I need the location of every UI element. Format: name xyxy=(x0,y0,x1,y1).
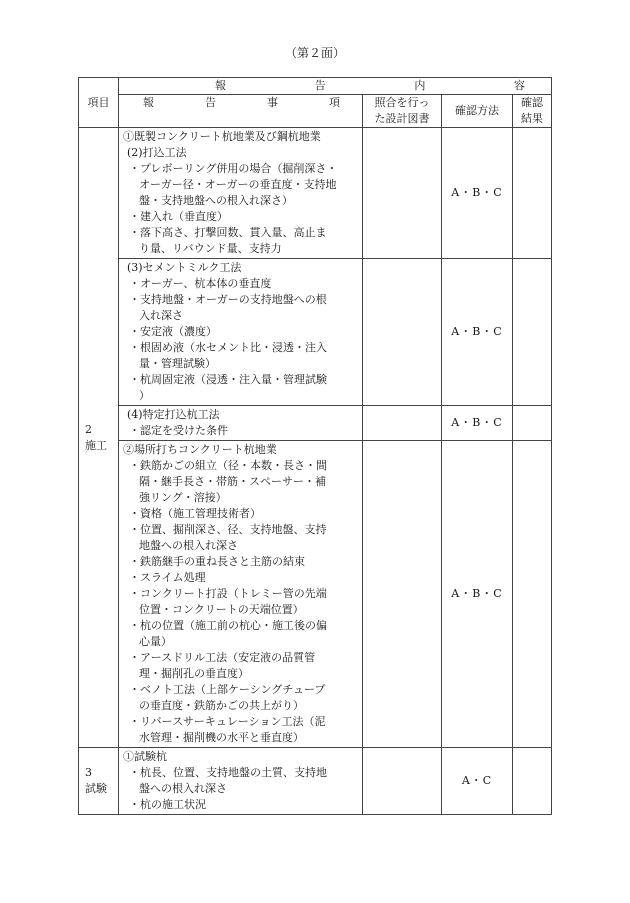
report-row xyxy=(79,748,552,815)
report-line: 地盤への根入れ深さ xyxy=(139,539,238,552)
report-line: ・スライム処理 xyxy=(129,571,206,584)
report-line: 量・管理試験） xyxy=(139,357,216,370)
category-construction xyxy=(79,128,119,748)
report-line: ・根固め液（水セメント比・浸透・注入 xyxy=(129,341,327,354)
report-line: ・鉄筋継手の重ね長さと主筋の結束 xyxy=(129,555,305,568)
result-cell[interactable] xyxy=(513,406,552,441)
report-line: ・位置、掘削深さ、径、支持地盤、支持 xyxy=(129,523,327,536)
category-test xyxy=(79,748,119,815)
result-cell[interactable] xyxy=(513,441,552,748)
header-row-top xyxy=(79,78,552,95)
report-line: ・資格（施工管理技術者） xyxy=(129,507,261,520)
report-line: (3)セメントミルク工法 xyxy=(127,261,242,274)
report-line: ） xyxy=(139,389,150,402)
header-report-content xyxy=(119,78,552,95)
report-line: ・ベノト工法（上部ケーシングチューブ xyxy=(129,683,326,696)
header-report-item xyxy=(119,95,363,128)
report-line: ②場所打ちコンクリート杭地業 xyxy=(123,443,277,456)
drawing-cell[interactable] xyxy=(363,748,442,815)
header-drawing xyxy=(363,95,442,128)
report-line: ・認定を受けた条件 xyxy=(129,424,228,437)
method-cell: A・B・C xyxy=(442,406,513,441)
header-report-content-char: 告 xyxy=(314,79,326,92)
result-cell[interactable] xyxy=(513,748,552,815)
report-line: り量、リバウンド量、支持力 xyxy=(139,242,282,255)
report-line: オーガー径・オーガーの垂直度・支持地 xyxy=(139,178,337,191)
report-line: ・アースドリル工法（安定液の品質管 xyxy=(129,651,316,664)
report-line: ・杭の位置（施工前の杭心・施工後の偏 xyxy=(129,619,327,632)
report-line: 理・掘削孔の垂直度） xyxy=(139,667,249,680)
report-line: (4)特定打込杭工法 xyxy=(127,408,220,421)
drawing-cell[interactable] xyxy=(363,406,442,441)
report-row xyxy=(79,259,552,406)
report-line: の垂直度・鉄筋かごの共上がり） xyxy=(139,699,304,712)
header-result-line2: 結果 xyxy=(521,112,543,125)
report-line: ①既製コンクリート杭地業及び鋼杭地業 xyxy=(123,130,321,143)
method-cell: A・B・C xyxy=(442,441,513,748)
method-cell: A・B・C xyxy=(442,259,513,406)
header-report-item-char: 告 xyxy=(205,96,216,109)
method-cell: A・C xyxy=(442,748,513,815)
report-content xyxy=(119,406,363,441)
header-report-content-char: 容 xyxy=(513,79,525,92)
report-line: ・建入れ（垂直度） xyxy=(129,210,228,223)
report-line: 心量） xyxy=(139,635,172,648)
report-line: ・コンクリート打設（トレミー管の先端 xyxy=(129,587,327,600)
report-row xyxy=(79,441,552,748)
report-line: 水管理・掘削機の水平と垂直度） xyxy=(139,731,304,744)
report-line: ・プレボーリング併用の場合（掘削深さ・ xyxy=(129,162,338,175)
report-row xyxy=(79,128,552,259)
report-line: ・杭の施工状況 xyxy=(129,798,206,811)
category-number: 2 xyxy=(85,422,92,436)
report-content xyxy=(119,128,363,259)
page-label: （第２面） xyxy=(284,46,345,60)
header-report-item-char: 事 xyxy=(267,96,278,109)
drawing-cell[interactable] xyxy=(363,128,442,259)
header-report-content-char: 内 xyxy=(414,79,426,92)
report-line: 強リング・溶接） xyxy=(139,491,227,504)
header-report-item-char: 項 xyxy=(329,96,340,109)
header-item: 項目 xyxy=(79,78,119,128)
header-drawing-line1: 照合を行っ xyxy=(374,96,430,109)
header-result-line1: 確認 xyxy=(521,96,543,109)
result-cell[interactable] xyxy=(513,128,552,259)
header-drawing-line2: た設計図書 xyxy=(374,112,430,125)
report-content xyxy=(119,748,363,815)
report-line: ・リバースサーキュレーション工法（泥 xyxy=(129,715,326,728)
category-label: 試験 xyxy=(85,782,107,795)
report-line: 盤・支持地盤への根入れ深さ） xyxy=(139,194,293,207)
report-line: ・鉄筋かごの組立（径・本数・長さ・間 xyxy=(129,459,327,472)
report-line: ・杭長、位置、支持地盤の土質、支持地 xyxy=(129,766,327,779)
drawing-cell[interactable] xyxy=(363,259,442,406)
report-line: 位置・コンクリートの天端位置） xyxy=(139,603,304,616)
report-line: ・支持地盤・オーガーの支持地盤への根 xyxy=(129,293,327,306)
report-row xyxy=(79,406,552,441)
report-line: ・落下高さ、打撃回数、貫入量、高止ま xyxy=(129,226,327,239)
report-line: ・オーガー、杭本体の垂直度 xyxy=(129,277,272,290)
category-number: 3 xyxy=(85,766,92,779)
report-line: ①試験杭 xyxy=(123,750,167,763)
report-line: ・安定液（濃度） xyxy=(129,325,217,338)
report-content xyxy=(119,441,363,748)
method-cell: A・B・C xyxy=(442,128,513,259)
result-cell[interactable] xyxy=(513,259,552,406)
report-line: 隔・継手長さ・帯筋・スペーサー・補 xyxy=(139,475,326,488)
report-line: 入れ深さ xyxy=(139,309,183,322)
report-line: ・杭周固定液（浸透・注入量・管理試験 xyxy=(129,373,327,386)
report-content xyxy=(119,259,363,406)
header-result xyxy=(513,95,552,128)
header-report-content-char: 報 xyxy=(215,79,226,92)
report-table xyxy=(78,77,552,815)
report-line: (2)打込工法 xyxy=(127,146,187,159)
header-report-item-char: 報 xyxy=(143,96,154,109)
drawing-cell[interactable] xyxy=(363,441,442,748)
category-label: 施工 xyxy=(85,438,107,452)
header-method: 確認方法 xyxy=(442,95,513,128)
report-line: 盤への根入れ深さ xyxy=(139,782,227,795)
header-row-sub xyxy=(79,95,552,128)
